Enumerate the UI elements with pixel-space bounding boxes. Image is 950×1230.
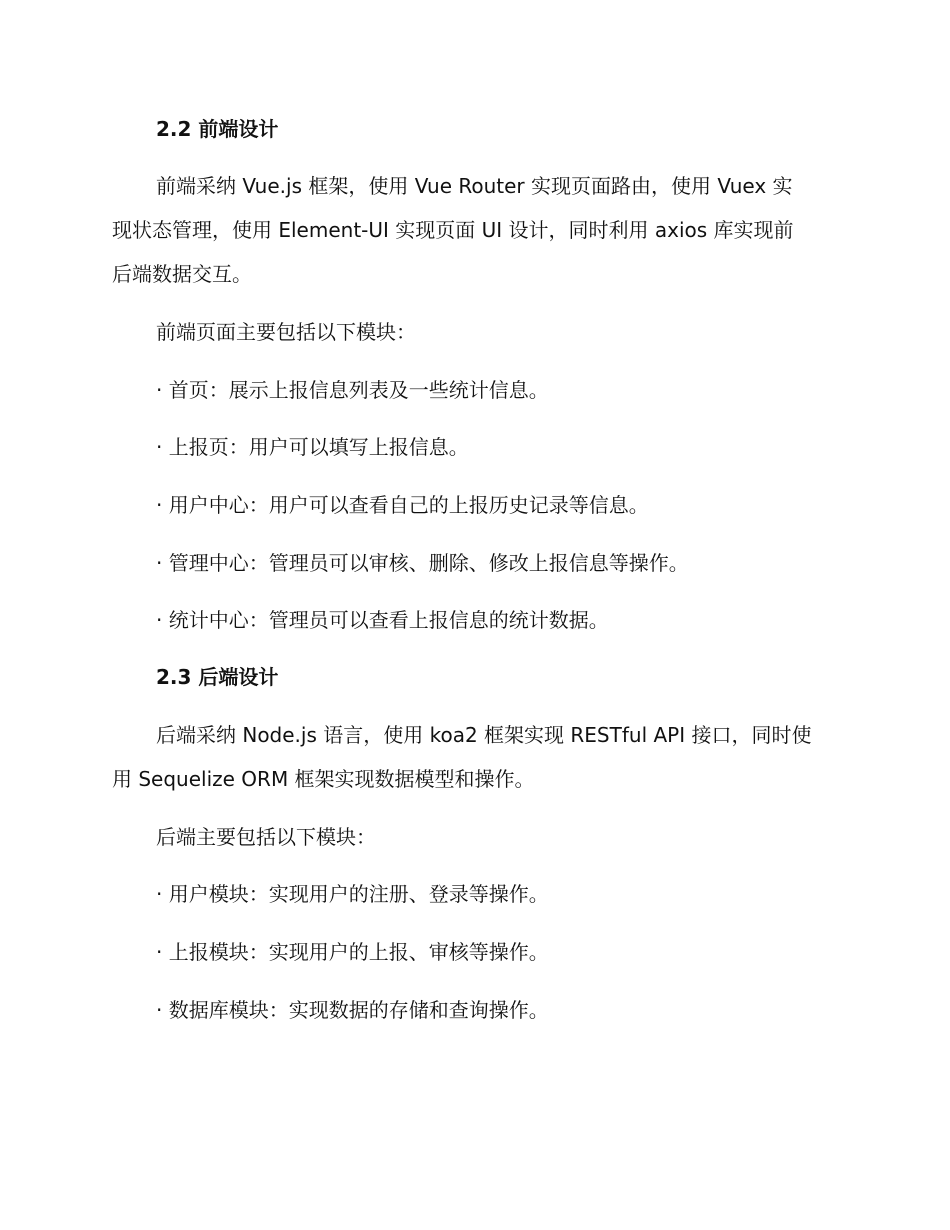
section-heading-backend: 2.3 后端设计 [156,665,279,689]
frontend-paragraph-line-3: 后端数据交互。 [112,262,252,286]
frontend-module-item: · 首页：展示上报信息列表及一些统计信息。 [156,378,549,402]
backend-module-item: · 数据库模块：实现数据的存储和查询操作。 [156,998,549,1022]
frontend-module-item: · 管理中心：管理员可以审核、删除、修改上报信息等操作。 [156,551,689,575]
backend-paragraph-line-1: 后端采纳 Node.js 语言，使用 koa2 框架实现 RESTful API 接口，同时使 [156,723,812,747]
backend-modules-intro: 后端主要包括以下模块： [156,825,376,849]
backend-module-item: · 上报模块：实现用户的上报、审核等操作。 [156,940,549,964]
frontend-paragraph-line-1: 前端采纳 Vue.js 框架，使用 Vue Router 实现页面路由，使用 Vuex 实 [156,174,793,198]
frontend-module-item: · 统计中心：管理员可以查看上报信息的统计数据。 [156,608,609,632]
frontend-module-item: · 用户中心：用户可以查看自己的上报历史记录等信息。 [156,493,649,517]
section-heading-frontend: 2.2 前端设计 [156,117,279,141]
frontend-modules-intro: 前端页面主要包括以下模块： [156,320,416,344]
frontend-paragraph-line-2: 现状态管理，使用 Element-UI 实现页面 UI 设计，同时利用 axios 库实现前 [112,218,794,242]
frontend-module-item: · 上报页：用户可以填写上报信息。 [156,435,469,459]
backend-paragraph-line-2: 用 Sequelize ORM 框架实现数据模型和操作。 [112,767,535,791]
backend-module-item: · 用户模块：实现用户的注册、登录等操作。 [156,882,549,906]
